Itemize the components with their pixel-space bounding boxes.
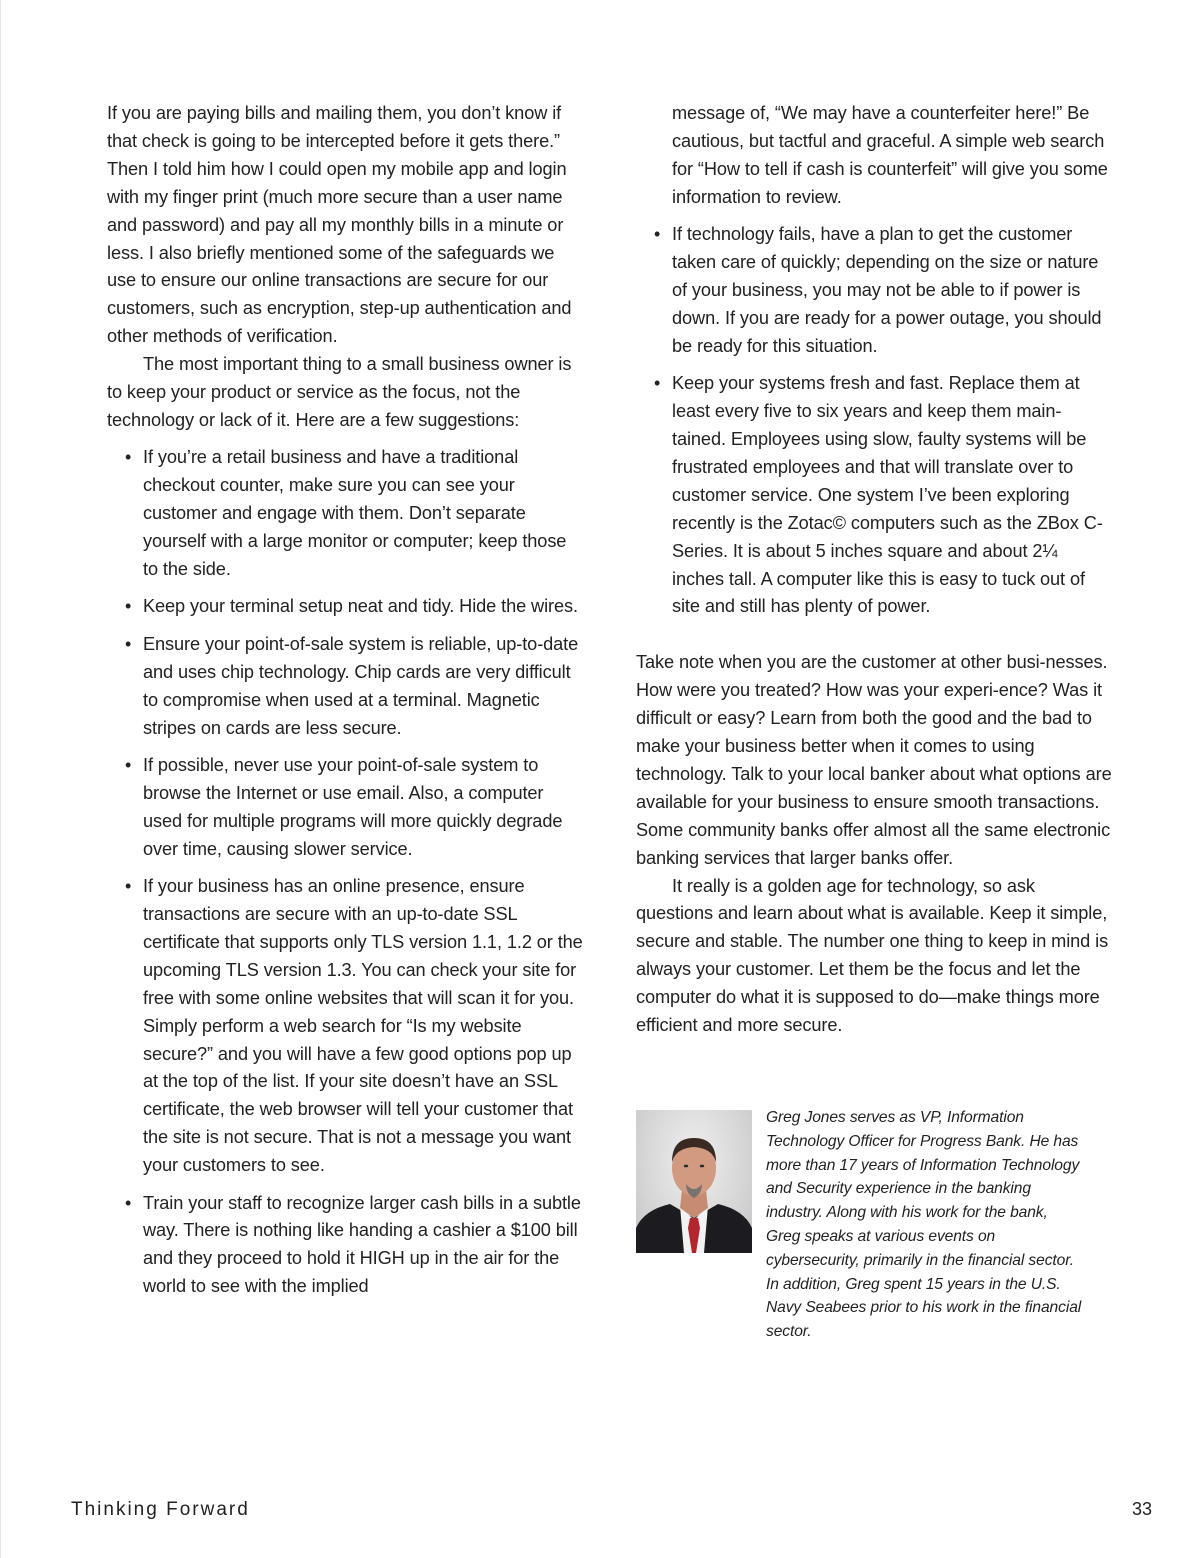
author-portrait-icon <box>636 1110 752 1253</box>
bullet-continuation: message of, “We may have a counterfeiter here!” Be cautious, but tactful and graceful. A simple web search for “How to tell if cash is counterfeit” will give you some information to review. <box>672 103 1108 207</box>
list-item: • Train your staff to recognize larger cash bills in a subtle way. There is nothing like handing a cashier a $100 bill and they proceed to hold it HIGH up in the air for the world to see with the implied <box>107 1190 585 1302</box>
bullet-icon: • <box>125 1192 132 1213</box>
list-item: • Ensure your point-of-sale system is reliable, up-to-date and uses chip technology. Chip cards are very difficult to compromise when used at a terminal. Magnetic stripes on cards are less secure. <box>107 631 585 743</box>
suggestions-list-continued <box>636 221 1114 621</box>
author-bio-text: Greg Jones serves as VP, Information Technology Officer for Progress Bank. He has more than 17 years of Information Technology and Security experience in the banking industry. Along with his work for the bank, Greg speaks at various events on cybersecurity, primarily in the financial sector. In addition, Greg spent 15 years in the U.S. Navy Seabees prior to his work in the financial sector. <box>766 1109 1082 1341</box>
bullet-icon: • <box>654 224 661 245</box>
bullet-icon: • <box>125 876 132 897</box>
bullet-icon: • <box>125 633 132 654</box>
author-photo <box>636 1110 752 1253</box>
intro-paragraph: If you are paying bills and mailing them, you don’t know if that check is going to be intercepted before it gets there.” Then I told him how I could open my mobile app and login with my finger print (much more secure than a user name and password) and pay all my monthly bills in a minute or less. I also briefly mentioned some of the safeguards we use to ensure our online transactions are secure for our customers, such as encryption, step-up authentication and other methods of verification. <box>107 103 572 347</box>
bullet-icon: • <box>125 596 132 617</box>
bullet-icon: • <box>125 754 132 775</box>
list-item: • Keep your systems fresh and fast. Replace them at least every five to six years and keep them main-tained. Employees using slow, faulty systems will be frustrated employees and that will translate over to customer service. One system I’ve been exploring recently is the Zotac© computers such as the ZBox C-Series. It is about 5 inches square and about 2¼ inches tall. A computer like this is easy to tuck out of site and still has plenty of power. <box>636 370 1114 621</box>
bullet-icon: • <box>125 447 132 468</box>
closing-paragraph: Take note when you are the customer at other busi-nesses. How were you treated? How was your experi-ence? Was it difficult or easy? Learn from both the good and the bad to make your business better when it comes to using technology. Talk to your local banker about what options are available for your business to ensure smooth transactions. Some community banks offer almost all the same electronic banking services that larger banks offer. <box>636 652 1112 868</box>
publication-title: Thinking Forward <box>71 1499 250 1520</box>
suggestions-paragraph: The most important thing to a small business owner is to keep your product or service as the focus, not the technology or lack of it. Here are a few suggestions: <box>107 354 572 430</box>
list-item: • If you’re a retail business and have a traditional checkout counter, make sure you can see your customer and engage with them. Don’t separate yourself with a large monitor or computer; keep those to the side. <box>107 444 585 584</box>
suggestions-list <box>107 444 585 1301</box>
list-item: • If your business has an online presence, ensure transactions are secure with an up-to-date SSL certificate that supports only TLS version 1.1, 1.2 or the upcoming TLS version 1.3. You can check your site for free with some online websites that will scan it for you. Simply perform a web search for “Is my website secure?” and you will have a few good options pop up at the top of the list. If your site doesn’t have an SSL certificate, the web browser will tell your customer that the site is not secure. That is not a message you want your customers to see. <box>107 873 585 1180</box>
page-number: 33 <box>1131 1499 1152 1519</box>
page-edge <box>0 0 1 1558</box>
author-bio <box>636 1106 1116 1356</box>
final-paragraph: It really is a golden age for technology, so ask questions and learn about what is available. Keep it simple, secure and stable. The number one thing to keep in mind is always your customer. Let them be the focus and let the computer do what it is supposed to do—make things more efficient and more secure. <box>636 875 1109 1036</box>
list-item: • Keep your terminal setup neat and tidy. Hide the wires. <box>107 593 585 621</box>
left-column <box>107 100 585 1301</box>
list-item: • If possible, never use your point-of-sale system to browse the Internet or use email. Also, a computer used for multiple programs will more quickly degrade over time, causing slower service. <box>107 752 585 864</box>
right-column <box>636 100 1114 1040</box>
list-item: • If technology fails, have a plan to get the customer taken care of quickly; depending on the size or nature of your business, you may not be able to if power is down. If you are ready for a power outage, you should be ready for this situation. <box>636 221 1114 361</box>
bullet-icon: • <box>654 373 661 394</box>
